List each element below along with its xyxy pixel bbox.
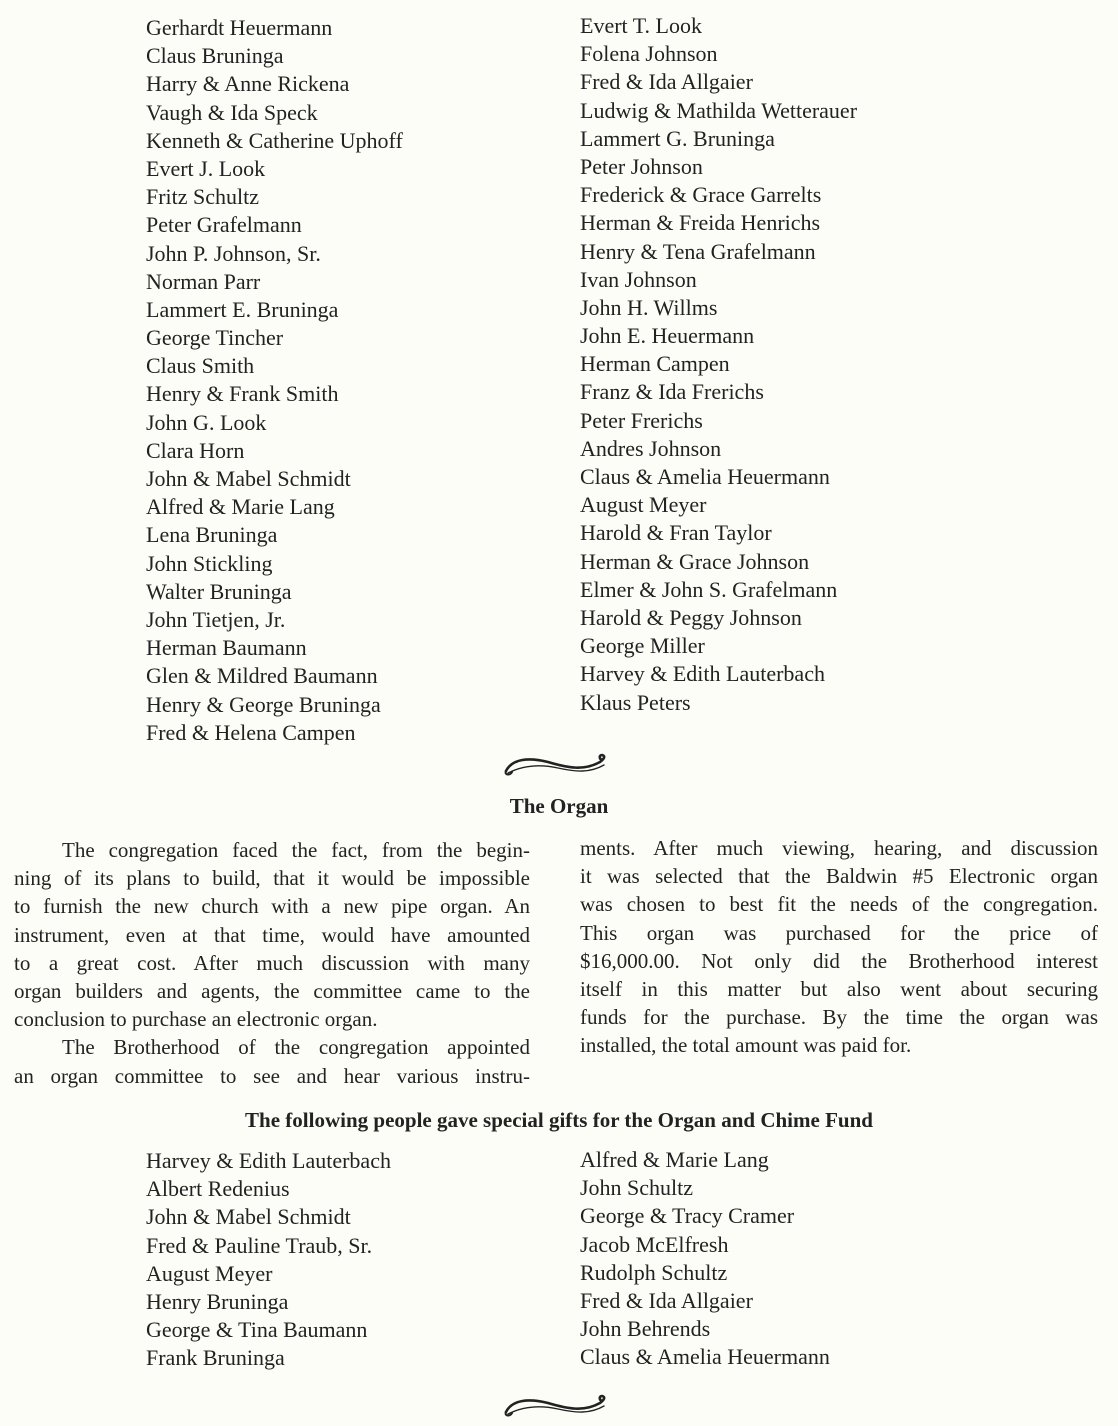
organ-heading: The Organ (509, 794, 609, 818)
donor-name: Harold & Peggy Johnson (580, 604, 802, 630)
donor-name: John P. Johnson, Sr. (146, 240, 321, 266)
donor-name: Evert J. Look (146, 155, 266, 181)
gift-donor-name: Alfred & Marie Lang (580, 1147, 769, 1172)
gift-donor-name: George & Tina Baumann (146, 1317, 368, 1343)
donor-name: John E. Heuermann (580, 323, 755, 349)
donor-name: Norman Parr (146, 268, 261, 294)
donor-name: Klaus Peters (580, 689, 691, 715)
donor-name: Fritz Schultz (146, 184, 260, 210)
donor-name: Franz & Ida Frerichs (580, 379, 764, 405)
donor-name: Fred & Helena Campen (146, 719, 356, 745)
text-line: itself in this matter but also went about securing (580, 977, 1098, 1002)
donor-name: Folena Johnson (580, 41, 718, 67)
text-line: $16,000.00. Not only did the Brotherhood interest (580, 948, 1098, 973)
donor-name: Elmer & John S. Grafelmann (580, 576, 838, 602)
donor-name: Ivan Johnson (580, 266, 697, 292)
text-line: an organ committee to see and hear various instru- (14, 1063, 530, 1088)
gift-donor-name: George & Tracy Cramer (580, 1203, 795, 1229)
donor-name: Fred & Ida Allgaier (580, 69, 753, 95)
donor-name: Frederick & Grace Garrelts (580, 182, 822, 208)
donor-name: John Tietjen, Jr. (146, 606, 286, 632)
gift-donor-name: Fred & Ida Allgaier (580, 1287, 753, 1313)
donor-name: Lammert G. Bruninga (580, 125, 775, 151)
donor-name: Claus & Amelia Heuermann (580, 464, 830, 489)
donor-name: Harvey & Edith Lauterbach (580, 661, 825, 687)
donor-name: Vaugh & Ida Speck (146, 99, 318, 125)
donor-name: Evert T. Look (580, 13, 702, 38)
text-line: installed, the total amount was paid for. (580, 1033, 912, 1058)
text-line: to a great cost. After much discussion with many (14, 950, 530, 975)
donor-name: Claus Bruninga (146, 43, 284, 69)
text-line: instrument, even at that time, would have amounted (14, 922, 530, 947)
donor-name: Herman Baumann (146, 635, 307, 661)
gift-donor-name: Harvey & Edith Lauterbach (146, 1148, 391, 1173)
gift-list-right (580, 1146, 830, 1372)
donor-name: Henry & Tena Grafelmann (580, 238, 816, 264)
donor-name: Henry & George Bruninga (146, 691, 381, 717)
text-line: The congregation faced the fact, from the begin- (62, 838, 530, 862)
text-line: ning of its plans to build, that it would be impossible (14, 866, 530, 891)
text-line: to furnish the new church with a new pipe organ. An (14, 894, 530, 919)
donor-name: John & Mabel Schmidt (146, 466, 351, 491)
donor-list-left (146, 14, 403, 747)
donor-name: Peter Grafelmann (146, 212, 302, 238)
donor-name: Gerhardt Heuermann (146, 15, 333, 40)
gift-donor-name: Claus & Amelia Heuermann (580, 1344, 830, 1370)
donor-name: Walter Bruninga (146, 578, 292, 604)
donor-name: Peter Johnson (580, 153, 703, 179)
text-line: funds for the purchase. By the time the organ was (580, 1005, 1098, 1030)
donor-name: John H. Willms (580, 294, 718, 320)
donor-name: Henry & Frank Smith (146, 381, 339, 407)
donor-name: John Stickling (146, 550, 273, 576)
donor-name: Harold & Fran Taylor (580, 520, 772, 546)
donor-name: Lammert E. Bruninga (146, 296, 339, 322)
donor-name: August Meyer (580, 492, 707, 518)
gift-donor-name: Fred & Pauline Traub, Sr. (146, 1232, 373, 1258)
gifts-heading: The following people gave special gifts for the Organ and Chime Fund (245, 1108, 873, 1132)
donor-name: Andres Johnson (580, 435, 722, 461)
text-line: was chosen to best fit the needs of the congregation. (580, 892, 1098, 917)
donor-name: Herman & Grace Johnson (580, 548, 810, 574)
gift-donor-name: Rudolph Schultz (580, 1259, 728, 1285)
donor-name: Harry & Anne Rickena (146, 71, 350, 97)
swash-ornament-icon (500, 1392, 610, 1420)
donor-name: George Miller (580, 633, 705, 659)
donor-name: John G. Look (146, 409, 267, 435)
donor-name: Ludwig & Mathilda Wetterauer (580, 97, 858, 123)
swash-ornament-icon (500, 751, 610, 779)
donor-name: Clara Horn (146, 437, 245, 463)
gift-donor-name: Henry Bruninga (146, 1288, 289, 1314)
donor-name: George Tincher (146, 325, 284, 351)
gift-donor-name: John Schultz (580, 1175, 694, 1201)
donor-list-right (580, 12, 857, 717)
gift-donor-name: Albert Redenius (146, 1176, 290, 1202)
donor-name: Glen & Mildred Baumann (146, 663, 378, 689)
gift-donor-name: John Behrends (580, 1316, 711, 1342)
text-line: The Brotherhood of the congregation appointed (62, 1035, 530, 1060)
organ-text-left-column (14, 836, 530, 1090)
text-line: ments. After much viewing, hearing, and discussion (580, 836, 1098, 860)
gift-donor-name: Jacob McElfresh (580, 1231, 729, 1257)
gift-donor-name: August Meyer (146, 1260, 273, 1286)
gift-list-left (146, 1147, 391, 1373)
text-line: conclusion to purchase an electronic organ. (14, 1007, 378, 1032)
donor-name: Herman Campen (580, 351, 730, 377)
donor-name: Claus Smith (146, 353, 255, 379)
donor-name: Alfred & Marie Lang (146, 494, 335, 520)
text-line: organ builders and agents, the committee came to the (14, 979, 530, 1004)
donor-name: Herman & Freida Henrichs (580, 210, 821, 236)
text-line: This organ was purchased for the price of (580, 920, 1098, 945)
text-line: it was selected that the Baldwin #5 Electronic organ (580, 864, 1098, 889)
donor-name: Lena Bruninga (146, 522, 278, 548)
organ-text-right-column (580, 834, 1098, 1060)
donor-name: Kenneth & Catherine Uphoff (146, 127, 403, 153)
gift-donor-name: Frank Bruninga (146, 1345, 285, 1371)
gift-donor-name: John & Mabel Schmidt (146, 1204, 351, 1230)
donor-name: Peter Frerichs (580, 407, 703, 433)
